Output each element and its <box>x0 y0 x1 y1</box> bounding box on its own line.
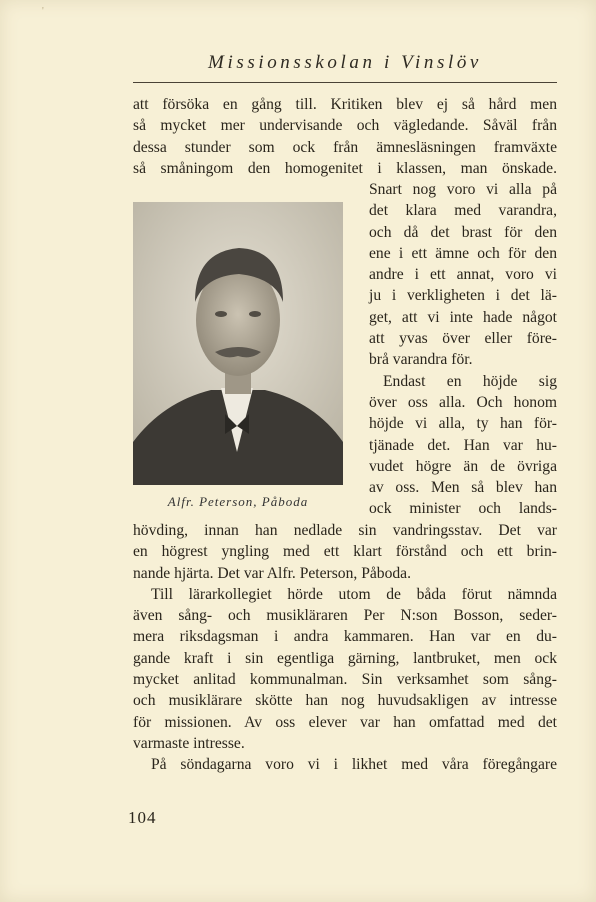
text-line: varmaste intresse. <box>133 734 245 752</box>
photo-caption: Alfr. Peterson, Påboda <box>167 494 309 509</box>
portrait-photo <box>133 202 343 485</box>
running-title: Missionsskolan i Vinslöv <box>208 52 482 73</box>
header-rule <box>133 82 557 83</box>
text-line: andre i ett annat, voro vi <box>369 266 557 284</box>
text-line: det klara med varandra, <box>369 202 557 220</box>
text-line: att yvas över eller före- <box>369 330 557 348</box>
text-line: så mycket mer undervisande och vägledande. Såväl från <box>133 117 557 135</box>
text-line: av oss. Men så blev han <box>369 479 557 497</box>
text-line: Snart nog voro vi alla på <box>369 181 557 198</box>
text-line: ock minister och lands- <box>369 500 557 518</box>
text-line: Till lärarkollegiet hörde utom de båda förut nämnda <box>151 585 557 603</box>
text-line: att försöka en gång till. Kritiken blev ej så hård men <box>133 96 557 113</box>
text-line: tjänade det. Han var hu- <box>369 436 557 454</box>
portrait-image <box>133 202 343 485</box>
corner-mark: ' <box>42 6 44 17</box>
text-line: mycket anlitad kommunalman. Sin verksamhet som sång- <box>133 671 557 689</box>
text-line: På söndagarna voro vi i likhet med våra föregångare <box>151 756 557 774</box>
text-line: över oss alla. Och honom <box>369 393 557 411</box>
paragraph-block-top <box>133 94 557 179</box>
text-line: gande kraft i sin egentliga gärning, lantbruket, men ock <box>133 649 557 667</box>
wrapped-text-column <box>369 179 557 520</box>
text-line: hövding, innan han nedlade sin vandringsstav. Det var <box>133 522 557 539</box>
text-line: för missionen. Av oss elever var han omfattad med det <box>133 713 557 731</box>
text-line: dessa stunder som ock från ämnesläsningen framväxte <box>133 138 557 156</box>
text-line: ju i verkligheten i det lä- <box>369 287 557 305</box>
text-line: en högrest yngling med ett klart förstånd och ett brin- <box>133 543 557 561</box>
text-line: ene i ett ämne och för den <box>369 244 557 262</box>
text-line: vudet högre än de övriga <box>369 457 557 475</box>
text-line: så småningom den homogenitet i klassen, man önskade. <box>133 159 557 177</box>
text-line: och musiklärare skötte han nog huvudsakligen av intresse <box>133 692 557 710</box>
text-line: mera riksdagsman i andra kammaren. Han var en du- <box>133 628 557 646</box>
text-line: Endast en höjde sig <box>383 372 557 390</box>
page-number: 104 <box>128 808 157 827</box>
text-line: höjde vi alla, ty han för- <box>369 415 557 433</box>
paragraph-block-bottom <box>133 520 557 776</box>
text-line: även sång- och musikläraren Per N:son Bosson, seder- <box>133 607 557 625</box>
text-line: och då det brast för den <box>369 223 557 241</box>
text-line: brå varandra för. <box>369 351 473 369</box>
text-line: nande hjärta. Det var Alfr. Peterson, Påboda. <box>133 564 412 582</box>
text-line: get, att vi inte hade något <box>369 308 557 326</box>
